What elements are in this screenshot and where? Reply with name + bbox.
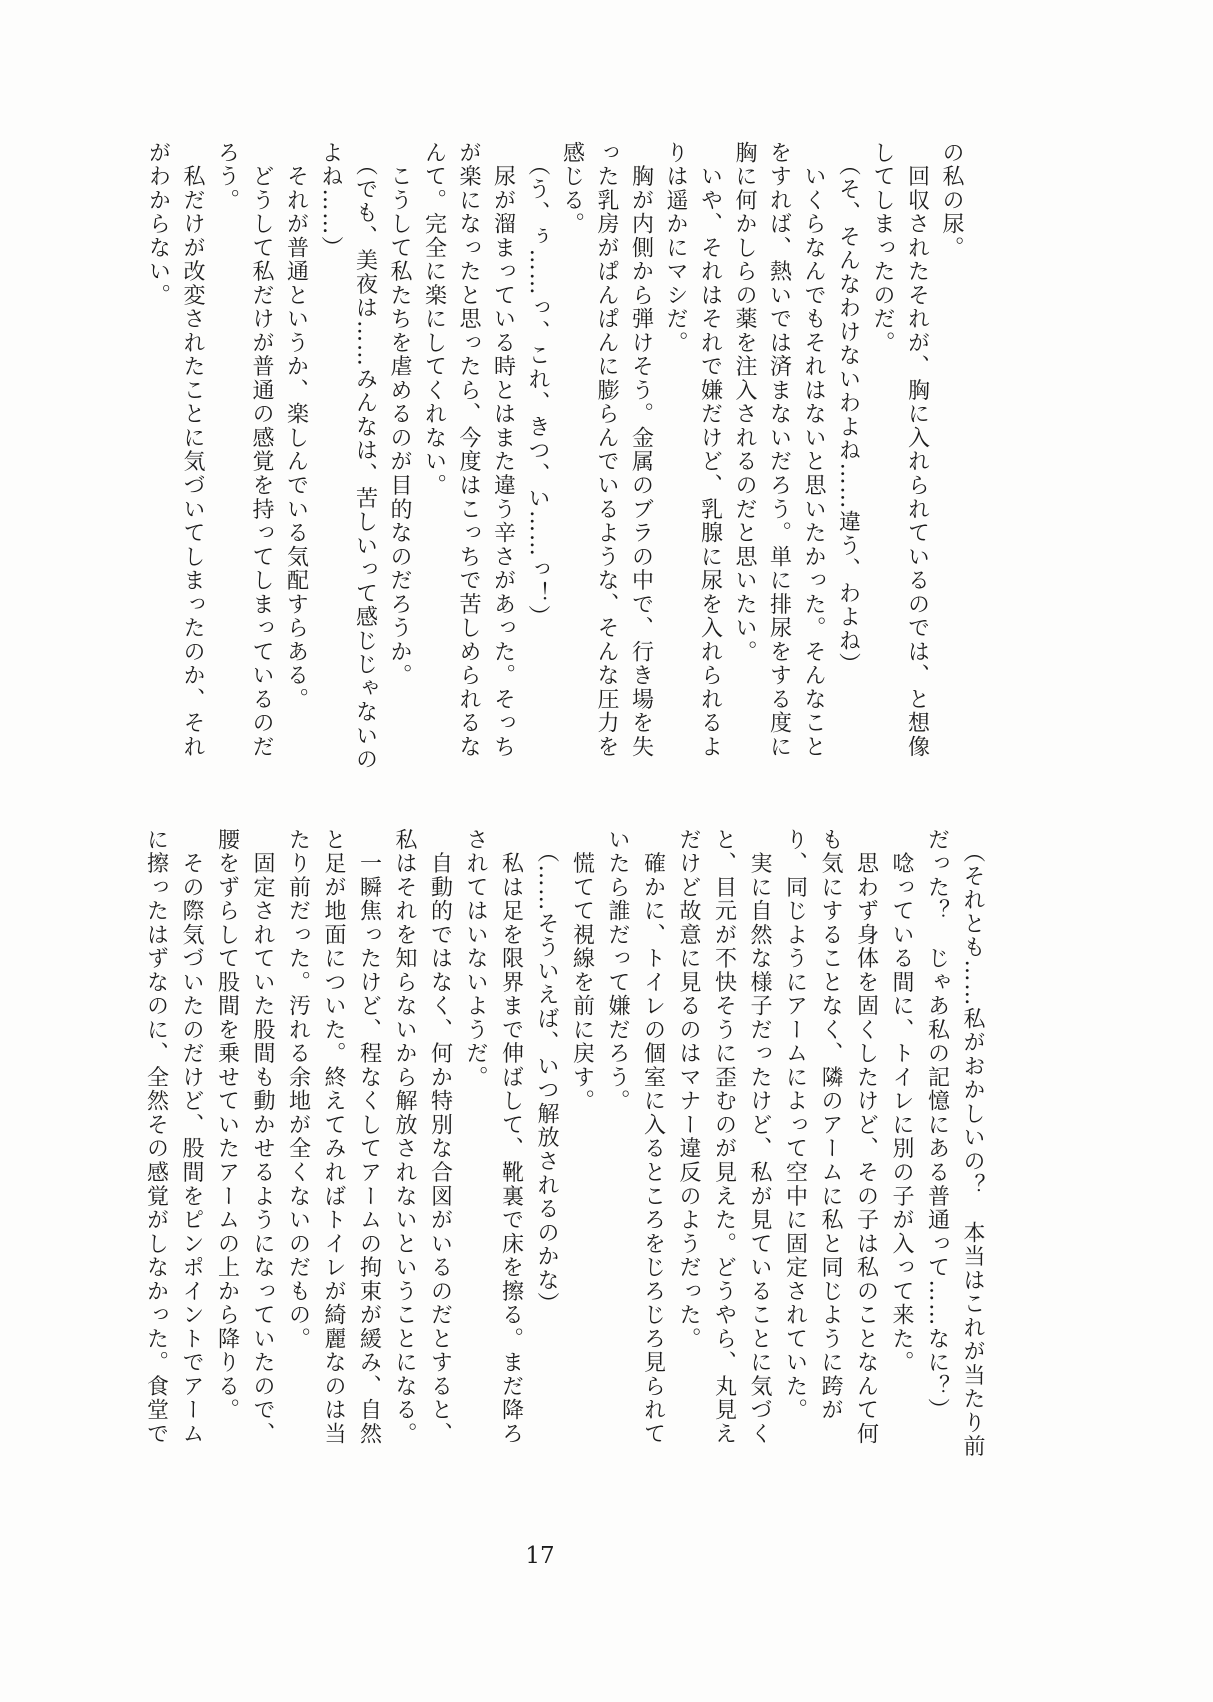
text-column: んて。完全に楽にしてくれない。 — [421, 141, 447, 498]
text-column: 慌てて視線を前に戻す。 — [569, 828, 595, 1114]
text-column: 私は足を限界まで伸ばして、靴裏で床を擦る。まだ降ろ — [498, 828, 524, 1446]
text-column: 唸っている間に、トイレに別の子が入って来た。 — [889, 828, 914, 1375]
text-column: 私はそれを知らないから解放されないということになる。 — [392, 828, 417, 1446]
page-number: 17 — [525, 1543, 555, 1569]
text-column: よね……） — [318, 141, 343, 260]
text-block-top — [140, 141, 968, 801]
text-column: どうして私だけが普通の感覚を持ってしまっているのだ — [249, 141, 274, 759]
text-column: と、目元が不快そうに歪むのが見えた。どうやら、丸見え — [711, 828, 737, 1446]
text-column: 胸に何かしらの薬を注入されるのだと思いたい。 — [732, 141, 757, 664]
text-column: り、同じようにアームによって空中に固定されていた。 — [782, 828, 808, 1422]
text-column: こうして私たちを虐めるのが目的なのだろうか。 — [387, 141, 412, 688]
text-column: それが普通というか、楽しんでいる気配すらある。 — [283, 141, 309, 712]
text-column: 一瞬焦ったけど、程なくしてアームの拘束が緩み、自然 — [356, 828, 382, 1446]
text-column: がわからない。 — [145, 141, 171, 308]
text-column: いたら誰だって嫌だろう。 — [605, 828, 630, 1114]
text-column: いくらなんでもそれはないと思いたかった。そんなこと — [801, 141, 826, 759]
text-column: 回収されたそれが、胸に入れられているのでは、と想像 — [904, 141, 930, 759]
text-column: （でも、美夜は……みんなは、苦しいって感じじゃないの — [352, 141, 378, 772]
text-column: をすれば、熱いでは済まないだろう。単に排尿をする度に — [766, 141, 792, 759]
text-column: 自動的ではなく、何か特別な合図がいるのだとすると、 — [427, 828, 453, 1446]
text-column: が楽になったと思ったら、今度はこっちで苦しめられるな — [456, 141, 481, 759]
text-column: されてはいないようだ。 — [463, 828, 488, 1090]
text-column: も気にすることなく、隣のアームに私と同じように跨が — [818, 828, 843, 1422]
text-column: 腰をずらして股間を乗せていたアームの上から降りる。 — [214, 828, 240, 1422]
text-column: と足が地面についた。終えてみればトイレが綺麗なのは当 — [321, 828, 346, 1446]
text-column: たり前だった。汚れる余地が全くないのだもの。 — [285, 828, 311, 1351]
text-column: 私だけが改変されたことに気づいてしまったのか、それ — [180, 141, 205, 759]
text-column: 固定されていた股間も動かせるようになっていたので、 — [250, 828, 275, 1446]
text-column: （それとも……私がおかしいの？ 本当はこれが当たり前 — [960, 828, 985, 1459]
text-column: 確かに、トイレの個室に入るところをじろじろ見られて — [640, 828, 666, 1446]
text-column: に擦ったはずなのに、全然その感覚がしなかった。食堂で — [143, 828, 169, 1446]
text-column: してしまったのだ。 — [870, 141, 895, 355]
text-column: その際気づいたのだけど、股間をピンポイントでアーム — [179, 828, 204, 1446]
text-block-bottom — [138, 828, 990, 1488]
text-column: ろう。 — [214, 141, 240, 213]
text-column: った乳房がぱんぱんに膨らんでいるような、そんな圧力を — [594, 141, 619, 759]
text-column: 実に自然な様子だったけど、私が見ていることに気づく — [747, 828, 772, 1446]
text-column: 思わず身体を固くしたけど、その子は私のことなんて何 — [853, 828, 879, 1446]
text-column: （う、ぅ……っ、これ、きつ、い……っ！） — [525, 141, 550, 629]
text-column: 感じる。 — [559, 141, 585, 237]
text-column: 尿が溜まっている時とはまた違う辛さがあった。そっち — [490, 141, 516, 759]
text-column: 胸が内側から弾けそう。金属のブラの中で、行き場を失 — [628, 141, 654, 759]
text-column: だった？ じゃあ私の記憶にある普通って……なに？） — [924, 828, 950, 1422]
text-column: りは遥かにマシだ。 — [663, 141, 688, 355]
text-column: いや、それはそれで嫌だけど、乳腺に尿を入れられるよ — [697, 141, 723, 759]
text-column: だけど故意に見るのはマナー違反のようだった。 — [676, 828, 701, 1351]
text-column: （そ、そんなわけないわよね……違う、わよね） — [835, 141, 861, 677]
text-column: の私の尿。 — [939, 141, 964, 260]
text-column: （……そういえば、いつ解放されるのかな） — [534, 828, 559, 1316]
